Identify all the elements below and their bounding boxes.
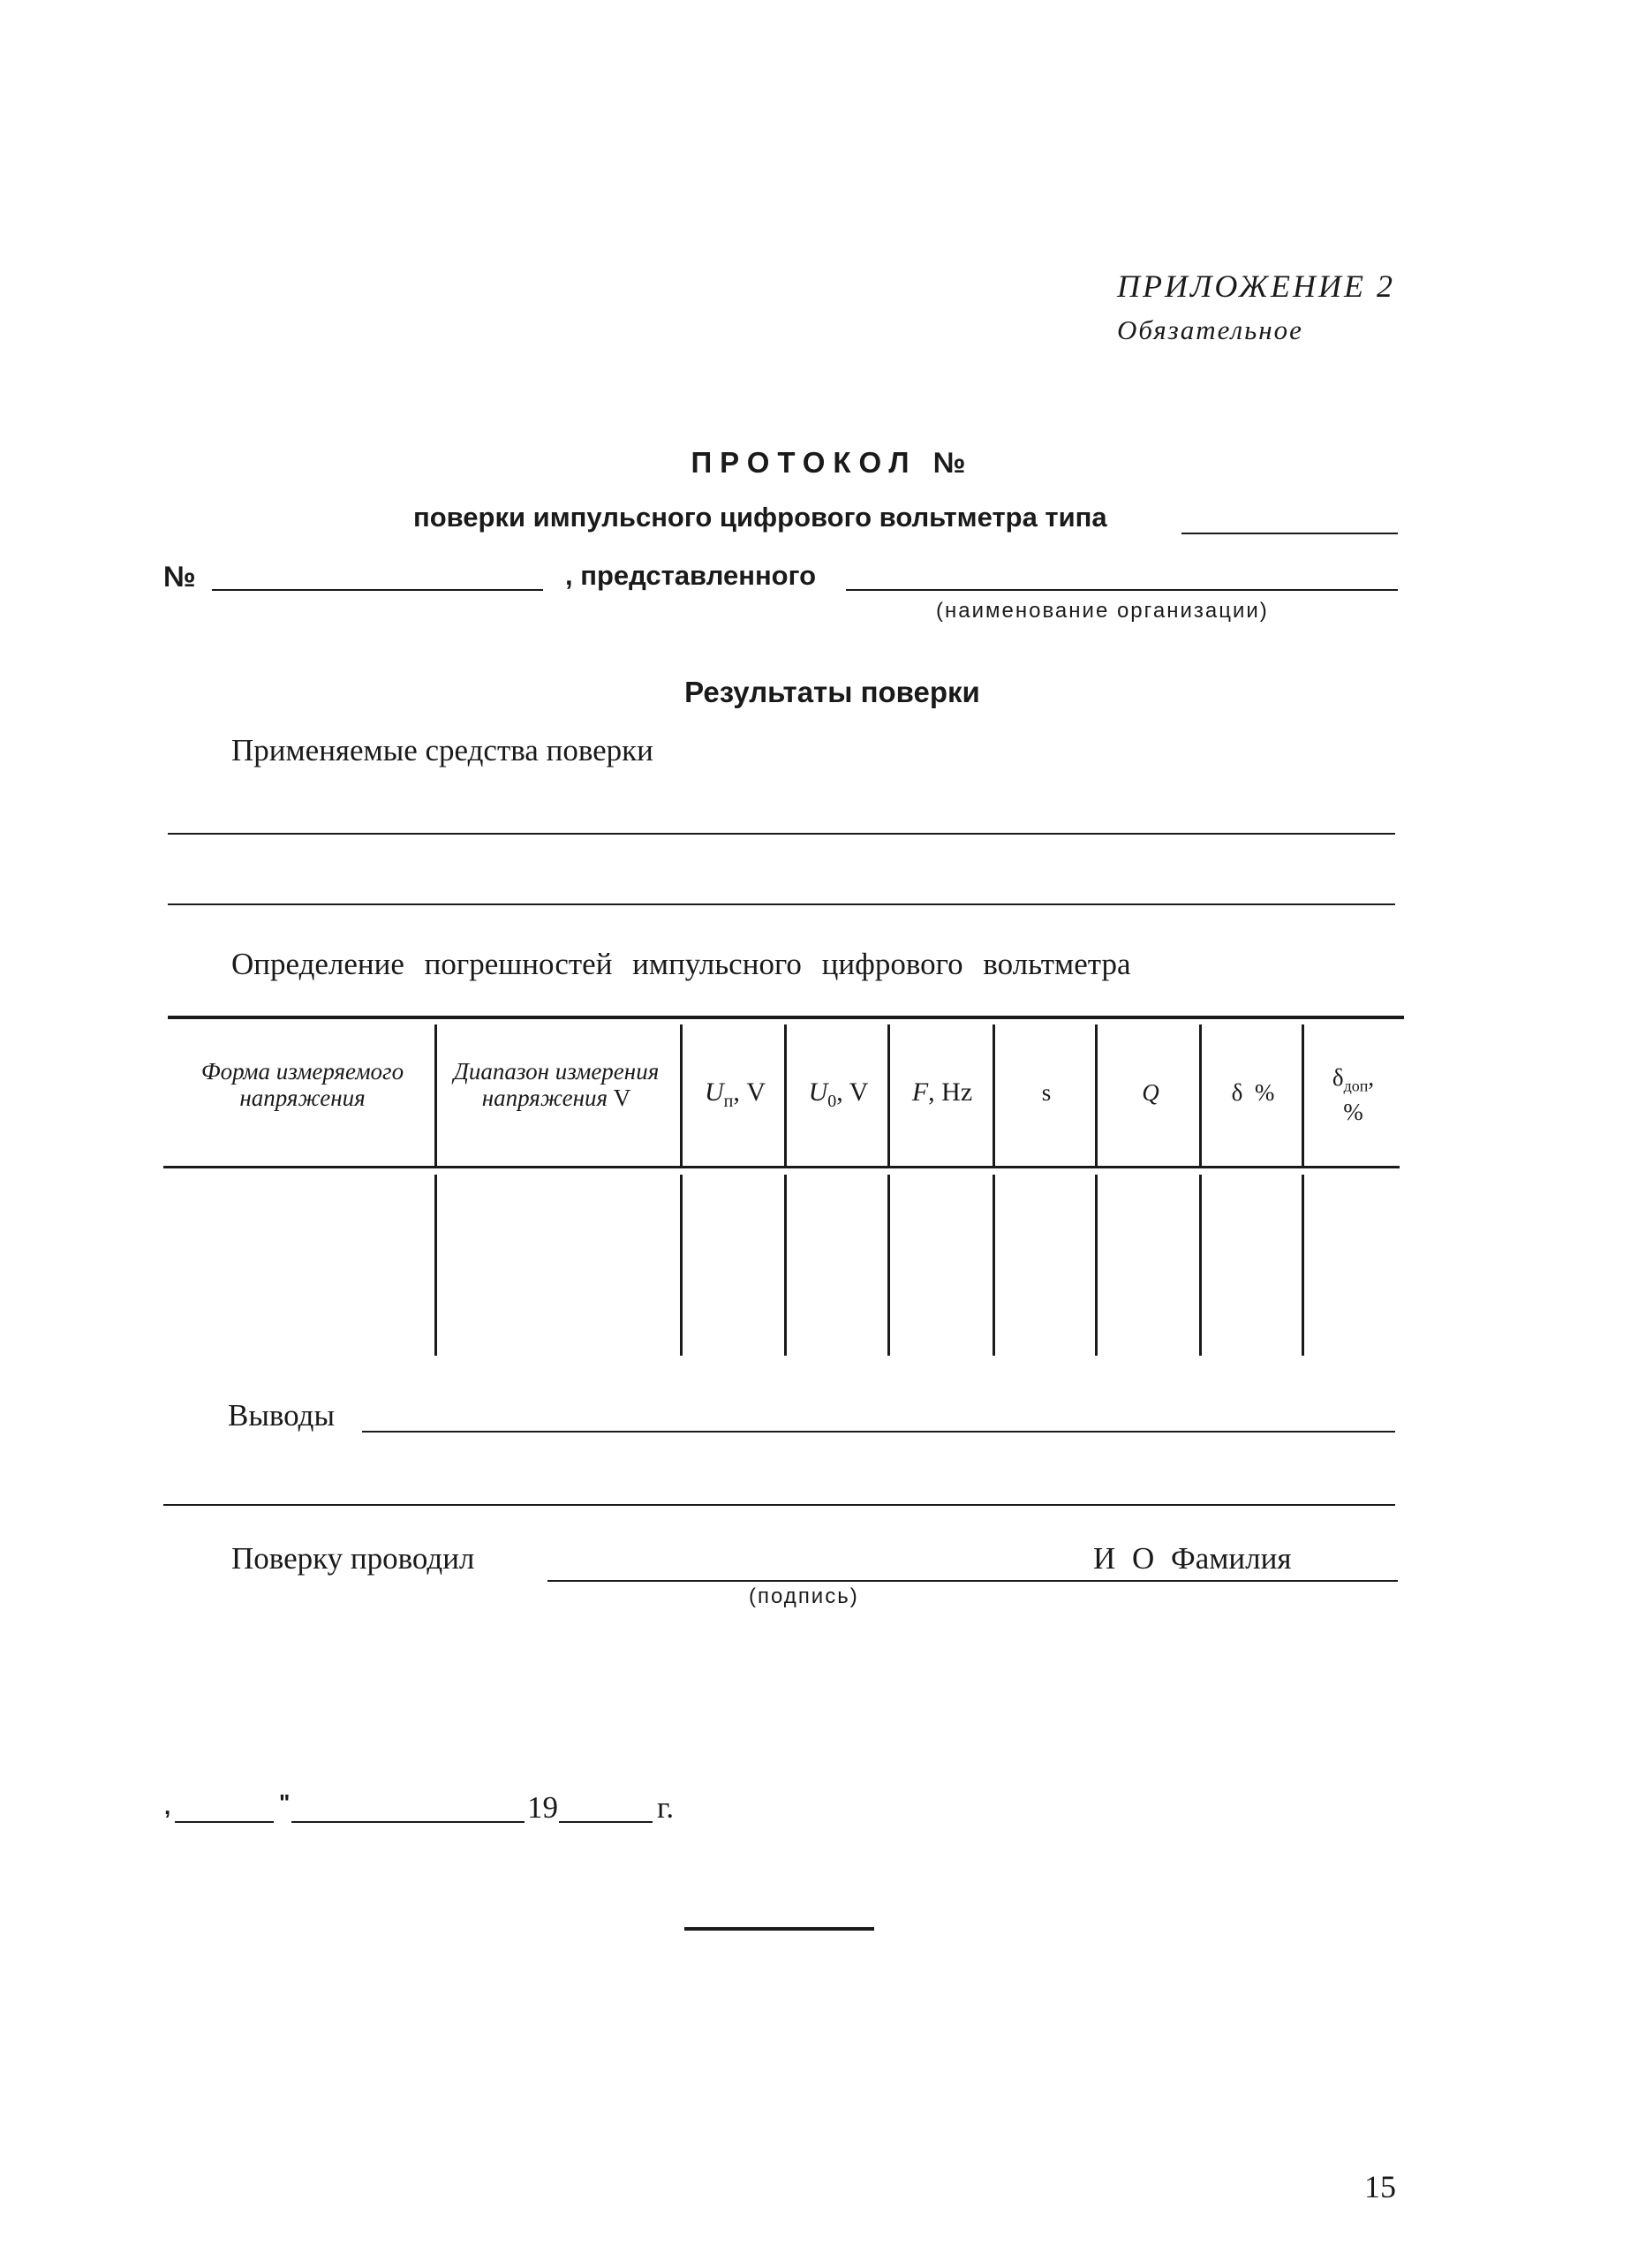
verified-by-label: Поверку проводил [231,1541,475,1576]
presented-label: , представленного [565,560,817,591]
protocol-title: ПРОТОКОЛ № [691,446,974,479]
delta-unit: % [1254,1079,1275,1106]
date-century: 19 [527,1790,558,1825]
table-col-divider [1199,1175,1202,1356]
number-sign: № [163,560,196,593]
conclusions-label: Выводы [228,1398,335,1433]
conclusions-line-2[interactable] [163,1504,1395,1506]
conclusions-line-1[interactable] [362,1431,1395,1433]
table-col-divider [434,1175,437,1356]
table-header-rule [163,1166,1400,1168]
table-col-divider [784,1024,787,1166]
appendix-title: ПРИЛОЖЕНИЕ 2 [1117,268,1395,304]
uo-unit: , V [836,1077,869,1107]
date-suffix: г. [657,1790,675,1825]
table-col-divider [887,1175,890,1356]
verification-means-label: Применяемые средства поверки [231,733,653,767]
table-top-rule [168,1016,1404,1019]
device-type-field-line[interactable] [1181,533,1398,534]
table-col-divider [680,1024,683,1166]
table-header-range [446,1058,667,1111]
uo-subscript: 0 [827,1092,837,1111]
date-year-line[interactable] [559,1821,653,1823]
up-unit: , V [733,1077,766,1107]
table-header-f [894,1079,991,1106]
results-title: Результаты поверки [684,676,980,708]
signature-caption: (подпись) [749,1584,859,1608]
delta-op-symbol: δ [1332,1064,1344,1091]
table-header-uo [792,1079,885,1115]
table-header-form: Форма измеряемого напряжения [200,1058,404,1111]
table-col-divider [1199,1024,1202,1166]
date-month-line[interactable] [291,1821,525,1823]
f-symbol: F [911,1077,929,1107]
quote-mark: , [164,1793,171,1819]
table-col-divider [993,1024,995,1166]
table-col-divider [1095,1175,1098,1356]
table-col-divider [680,1175,683,1356]
organization-caption: (наименование организации) [936,599,1269,623]
f-unit: , Hz [928,1077,973,1107]
verification-means-line-2[interactable] [168,903,1395,905]
protocol-description: поверки импульсного цифрового вольтметра типа [413,502,1107,533]
table-col-divider [1302,1175,1304,1356]
verification-means-line-1[interactable] [168,833,1395,835]
table-col-divider [434,1024,437,1166]
table-header-q: Q [1142,1079,1159,1106]
delta-op-subscript: доп [1343,1077,1369,1095]
table-header-delta-op: $\delta_{доп}$, % [1332,1064,1375,1126]
device-number-field-line[interactable] [212,589,543,591]
errors-determination-label: Определение погрешностей импульсного цифрового вольтметра [231,947,1131,981]
table-col-divider [784,1175,787,1356]
uo-symbol: U [808,1077,828,1107]
quote-mark: " [279,1789,291,1816]
closing-rule [684,1927,874,1931]
up-symbol: U [704,1077,724,1107]
table-col-divider [887,1024,890,1166]
name-placeholder: И О Фамилия [1093,1541,1292,1576]
table-col-divider [1095,1024,1098,1166]
appendix-status: Обязательное [1117,314,1303,345]
table-col-divider [1302,1024,1304,1166]
table-header-up [689,1079,781,1115]
range-header-unit: V [613,1085,631,1111]
date-day-line[interactable] [175,1821,274,1823]
delta-symbol: δ [1231,1079,1243,1106]
range-header-text: Диапазон измерения напряжения [453,1058,660,1111]
table-header-delta [1205,1079,1301,1106]
signature-line[interactable] [547,1580,1398,1582]
organization-field-line[interactable] [846,589,1398,591]
page-number: 15 [1364,2169,1396,2204]
table-header-s: s [1041,1079,1052,1106]
table-col-divider [993,1175,995,1356]
up-subscript: п [723,1092,734,1111]
delta-op-unit: % [1343,1099,1363,1126]
